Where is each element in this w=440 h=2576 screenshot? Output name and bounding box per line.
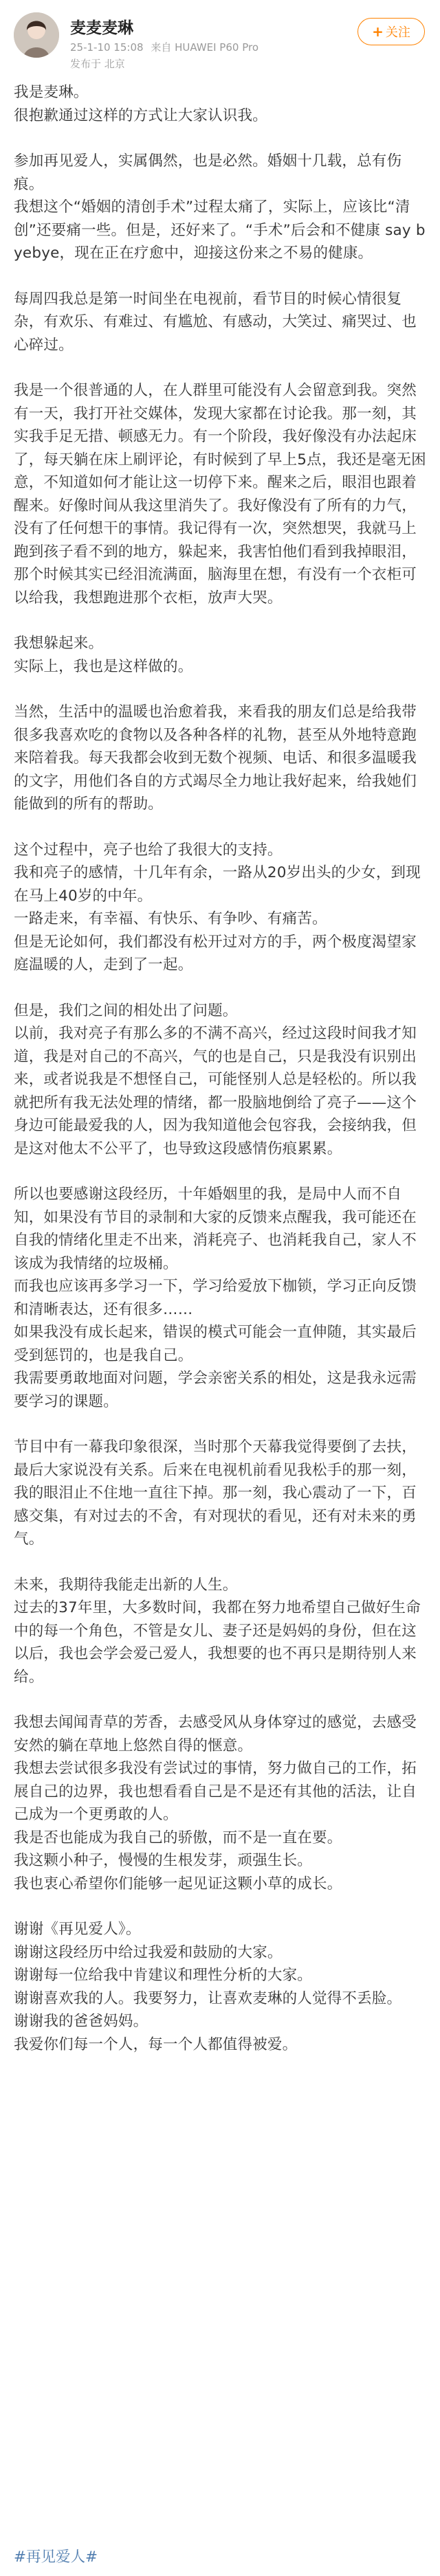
follow-label: 关注 (385, 25, 410, 40)
paragraph-line: 但是无论如何，我们都没有松开过对方的手，两个极度渴望家庭温暖的人，走到了一起。 (14, 933, 417, 973)
post-paragraph (14, 632, 426, 678)
paragraph-line: 我需要勇敢地面对问题，学会亲密关系的相处，这是我永远需要学习的课题。 (14, 1370, 417, 1410)
post-paragraph (14, 379, 426, 609)
post-paragraph (14, 150, 426, 265)
post-paragraph (14, 288, 426, 357)
paragraph-line: 我也衷心希望你们能够一起见证这颗小草的成长。 (14, 1875, 342, 1893)
paragraph-line: 谢谢这段经历中给过我爱和鼓励的大家。 (14, 1943, 283, 1961)
paragraph-line: 过去的37年里，大多数时间，我都在努力地希望自己做好生命中的每一个角色，不管是女儿、妻子还是妈妈的身份，但在这以后，我也会学会爱己爱人，我想要的也不再只是期待别人来给。 (14, 1599, 421, 1686)
paragraph-line: 谢谢《再见爱人》。 (14, 1921, 141, 1938)
paragraph-line: 这个过程中，亮子也给了我很大的支持。 (14, 841, 283, 859)
paragraph-line: 每周四我总是第一时间坐在电视前，看节目的时候心情很复杂，有欢乐、有难过、有尴尬、有感动，大笑过、痛哭过、也心碎过。 (14, 290, 417, 354)
paragraph-line: 我是一个很普通的人，在人群里可能没有人会留意到我。突然有一天，我打开社交媒体，发现大家都在讨论我。那一刻，其实我手足无措、顿感无力。有一个阶段，我好像没有办法起床了，每天躺在床上刷评论，有时候到了早上5点，我还是毫无困意，不知道如何才能让这一切停下来。醒来之后，眼泪也跟着醒来。好像时间从我这里消失了。我好像没有了所有的力气，没有了任何想干的事情。我记得有一次，突然想哭，我就马上跑到孩子看不到的地方，躲起来，我害怕他们看到我掉眼泪，那个时候其实已经泪流满面，脑海里在想，有没有一个衣柜可以给我，我想跑进那个衣柜，放声大哭。 (14, 382, 426, 607)
post-paragraph (14, 999, 426, 1161)
post-paragraph (14, 1711, 426, 1895)
paragraph-line: 实际上，我也是这样做的。 (14, 657, 193, 675)
post-header (0, 0, 440, 76)
post-paragraph (14, 1574, 426, 1689)
paragraph-line: 而我也应该再多学习一下，学习给爱放下枷锁，学习正向反馈和清晰表达，还有很多…… (14, 1278, 417, 1318)
avatar[interactable] (14, 12, 59, 58)
paragraph-line: 我是麦琳。 (14, 84, 89, 101)
paragraph-line: 我想去闻闻青草的芳香，去感受风从身体穿过的感觉，去感受安然的躺在草地上悠然自得的惬意。 (14, 1714, 417, 1754)
paragraph-line: 一路走来，有幸福、有快乐、有争吵、有痛苦。 (14, 910, 327, 927)
post-paragraph (14, 701, 426, 816)
post-paragraph (14, 839, 426, 977)
paragraph-line: 我想去尝试很多我没有尝试过的事情，努力做自己的工作，拓展自己的边界，我也想看看自己是不是还有其他的活法，让自己成为一个更勇敢的人。 (14, 1760, 417, 1823)
paragraph-line: 当然，生活中的温暖也治愈着我，来看我的朋友们总是给我带很多我喜欢吃的食物以及各种各样的礼物，甚至从外地特意跑来陪着我。每天我都会收到无数个视频、电话、和很多温暖我的文字，用他们各自的方式竭尽全力地让我好起来，给我她们能做到的所有的帮助。 (14, 703, 417, 813)
post-location: 发布于 北京 (70, 58, 125, 70)
paragraph-line: 未来，我期待我能走出新的人生。 (14, 1576, 238, 1594)
paragraph-line: 我想这个“婚姻的清创手术”过程太痛了，实际上，应该比“清创”还要痛一些。但是，还好来了。“手术”后会和不健康 say byebye，现在正在疗愈中，迎接这份来之不易的健康。 (14, 199, 426, 262)
paragraph-line: 我爱你们每一个人，每一个人都值得被爱。 (14, 2035, 298, 2053)
post-meta (70, 40, 263, 54)
paragraph-line: 我想躲起来。 (14, 635, 104, 652)
post-source: 来自 HUAWEI P60 Pro (151, 41, 258, 54)
paragraph-line: 我和亮子的感情，十几年有余，一路从20岁出头的少女，到现在马上40岁的中年。 (14, 864, 421, 905)
paragraph-line: 我是否也能成为我自己的骄傲，而不是一直在要。 (14, 1829, 342, 1846)
paragraph-line: 但是，我们之间的相处出了问题。 (14, 1002, 238, 1019)
post-paragraph (14, 1436, 426, 1551)
post-paragraph (14, 81, 426, 127)
paragraph-line: 很抱歉通过这样的方式让大家认识我。 (14, 106, 267, 124)
paragraph-line: 如果我没有成长起来，错误的模式可能会一直伸随，其实最后受到惩罚的，也是我自己。 (14, 1324, 417, 1364)
paragraph-line: 谢谢喜欢我的人。我要努力，让喜欢麦琳的人觉得不丢脸。 (14, 1989, 402, 2007)
paragraph-line: 谢谢我的爸爸妈妈。 (14, 2013, 148, 2030)
post-timestamp: 25-1-10 15:08 (70, 41, 144, 54)
paragraph-line: 我这颗小种子，慢慢的生根发芽，顽强生长。 (14, 1852, 313, 1869)
plus-icon: + (372, 23, 384, 40)
paragraph-line: 所以也要感谢这段经历，十年婚姻里的我，是局中人而不自知，如果没有节目的录制和大家的反馈来点醒我，我可能还在自我的情绪化里走不出来，消耗亮子、也消耗我自己，家人不该成为我情绪的垃圾桶。 (14, 1186, 417, 1272)
follow-button[interactable] (358, 18, 425, 45)
hashtag-link[interactable]: #再见爱人# (14, 2549, 98, 2566)
post-paragraph (14, 1918, 426, 2056)
paragraph-line: 参加再见爱人，实属偶然，也是必然。婚姻十几载，总有伤痕。 (14, 152, 402, 193)
author-name[interactable]: 麦麦麦琳 (70, 19, 133, 37)
paragraph-line: 谢谢每一位给我中肯建议和理性分析的大家。 (14, 1967, 313, 1984)
paragraph-line: 以前，我对亮子有那么多的不满不高兴，经过这段时间我才知道，我是对自己的不高兴，气的也是自己，只是我没有识别出来，或者说我是不想怪自己，可能怪别人总是轻松的。所以我就把所有我无法处理的情绪，都一股脑地倒给了亮子——这个身边可能最爱我的人，因为我知道他会包容我，会接纳我，但是这对他太不公平了，也导致这段感情伤痕累累。 (14, 1025, 417, 1157)
paragraph-line: 节目中有一幕我印象很深，当时那个天幕我觉得要倒了去扶，最后大家说没有关系。后来在电视机前看见我松手的那一刻，我的眼泪止不住地一直往下掉。那一刻，我心震动了一下，百感交集，有对过去的不舍，有对现状的看见，还有对未来的勇气。 (14, 1438, 417, 1548)
post-body (14, 81, 426, 2079)
post-paragraph (14, 1183, 426, 1413)
avatar-image (14, 12, 59, 58)
